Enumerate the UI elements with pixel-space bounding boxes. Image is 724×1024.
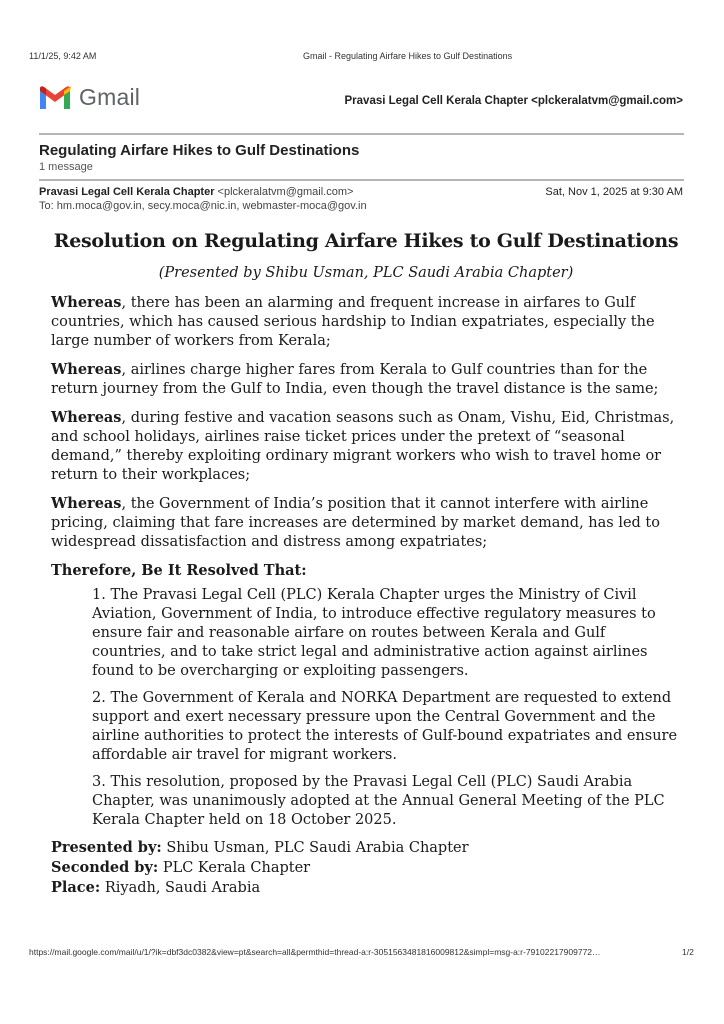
recipients: To: hm.moca@gov.in, secy.moca@nic.in, webmaster-moca@gov.in [39, 200, 367, 212]
signature-value: Riyadh, Saudi Arabia [100, 880, 261, 896]
whereas-clause [51, 293, 681, 351]
print-page-title: Gmail - Regulating Airfare Hikes to Gulf Destinations [303, 51, 513, 61]
signature-label: Place: [51, 879, 101, 896]
signature-seconded [51, 858, 681, 878]
account-identity: Pravasi Legal Cell Kerala Chapter <plckeralatvm@gmail.com> [344, 95, 683, 107]
whereas-text: , the Government of India’s position that it cannot interfere with airline pricing, claiming that fare increases are determined by market demand, has led to widespread dissatisfaction and distress among expatriates; [51, 496, 660, 550]
page-url: https://mail.google.com/mail/u/1/?ik=dbf3dc0382&view=pt&search=all&permthid=thread-a:r-3051563481816009812&simpl=msg-a:r-79102217909772… [29, 947, 601, 957]
message-body [51, 228, 681, 898]
gmail-wordmark: Gmail [79, 84, 141, 110]
whereas-lead: Whereas [51, 495, 122, 512]
sender-name: Pravasi Legal Cell Kerala Chapter [39, 186, 215, 198]
signature-place [51, 878, 681, 898]
signature-label: Seconded by: [51, 859, 159, 876]
resolution-item: 1. The Pravasi Legal Cell (PLC) Kerala Chapter urges the Ministry of Civil Aviation, Government of India, to introduce effective regulatory measures to ensure fair and reasonable airfare on routes between Kerala and Gulf countries, and to take strict legal and administrative action against airlines found to be overcharging or exploiting passengers. [92, 587, 656, 679]
subject-divider [39, 179, 684, 181]
whereas-lead: Whereas [51, 409, 122, 426]
signature-value: Shibu Usman, PLC Saudi Arabia Chapter [161, 840, 469, 856]
resolution-item: 3. This resolution, proposed by the Pravasi Legal Cell (PLC) Saudi Arabia Chapter, was unanimously adopted at the Annual General Meeting of the PLC Kerala Chapter held on 18 October 2025. [92, 774, 665, 828]
signature-presented [51, 838, 681, 858]
sender [39, 186, 353, 198]
whereas-clause [51, 494, 681, 552]
whereas-lead: Whereas [51, 294, 122, 311]
page-number: 1/2 [682, 947, 694, 957]
whereas-text: , there has been an alarming and frequent increase in airfares to Gulf countries, which has caused serious hardship to Indian expatriates, especially the large number of workers from Kerala; [51, 295, 655, 349]
whereas-clause [51, 360, 681, 399]
header-divider [39, 133, 684, 135]
gmail-m-icon [38, 85, 72, 111]
signature-value: PLC Kerala Chapter [158, 860, 311, 876]
signature-label: Presented by: [51, 839, 162, 856]
whereas-lead: Whereas [51, 361, 122, 378]
message-date: Sat, Nov 1, 2025 at 9:30 AM [545, 186, 683, 198]
whereas-clause [51, 408, 681, 485]
resolution-item: 2. The Government of Kerala and NORKA Department are requested to extend support and exert necessary pressure upon the Central Government and the airline authorities to protect the interests of Gulf-bound expatriates and ensure affordable air travel for migrant workers. [92, 690, 678, 763]
whereas-text: , airlines charge higher fares from Kerala to Gulf countries than for the return journey from the Gulf to India, even though the travel distance is the same; [51, 362, 659, 397]
message-count: 1 message [39, 161, 93, 173]
resolution-subtitle: (Presented by Shibu Usman, PLC Saudi Arabia Chapter) [158, 265, 574, 281]
resolved-heading: Therefore, Be It Resolved That: [51, 562, 307, 579]
sender-email[interactable]: <plckeralatvm@gmail.com> [217, 186, 354, 198]
resolution-title: Resolution on Regulating Airfare Hikes to Gulf Destinations [53, 230, 679, 252]
resolution-items [51, 586, 681, 830]
whereas-text: , during festive and vacation seasons such as Onam, Vishu, Eid, Christmas, and school holidays, airlines raise ticket prices under the pretext of “seasonal demand,” thereby exploiting ordinary migrant workers who wish to travel home or return to their workplaces; [51, 410, 675, 483]
gmail-logo [38, 84, 140, 111]
print-datetime: 11/1/25, 9:42 AM [29, 51, 97, 61]
thread-subject: Regulating Airfare Hikes to Gulf Destinations [39, 142, 360, 159]
